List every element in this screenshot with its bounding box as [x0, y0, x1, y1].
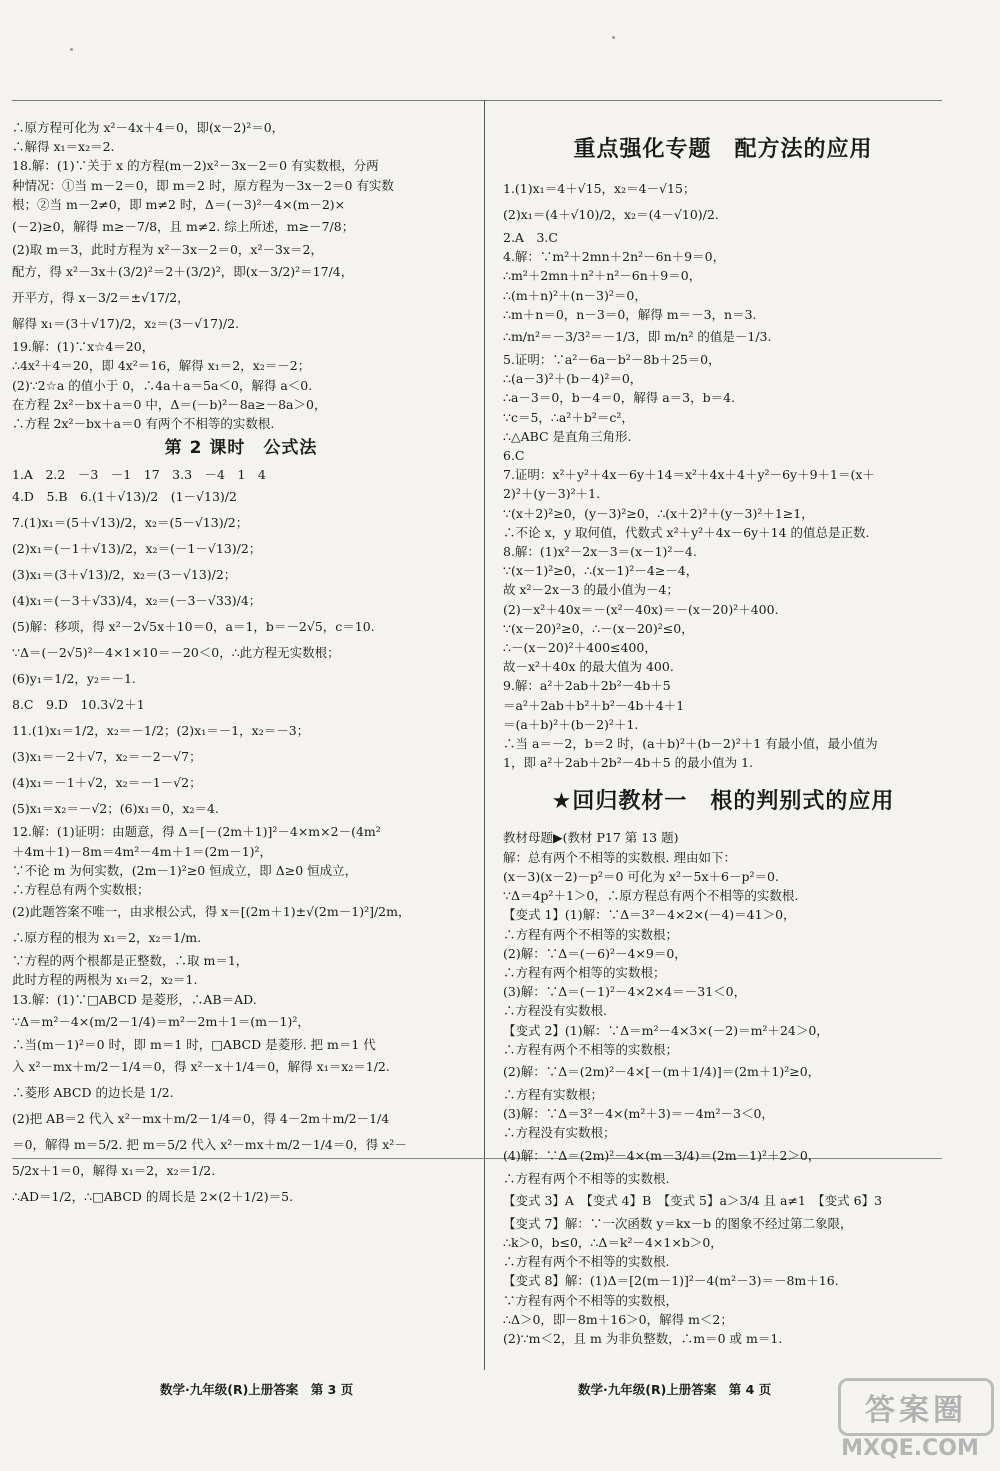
answer-line: 根；②当 m－2≠0，即 m≠2 时，Δ＝(－3)²－4×(m－2)× [12, 196, 346, 212]
answer-line: 5.证明：∵a²－6a－b²－8b＋25＝0， [503, 352, 721, 368]
answer-line: 故－x²＋40x 的最大值为 400. [503, 659, 674, 675]
answer-line: 【变式 2】(1)解：∵Δ＝m²－4×3×(－2)＝m²＋24＞0， [503, 1022, 829, 1038]
answer-line: 解：总有两个不相等的实数根. 理由如下： [503, 849, 736, 865]
answer-line: 5/2x＋1＝0，解得 x₁＝2，x₂＝1/2. [12, 1163, 216, 1179]
answer-line: 在方程 2x²－bx＋a＝0 中，Δ＝(－b)²－8a≥－8a＞0， [12, 396, 327, 412]
answer-line: 【变式 8】解：(1)Δ＝[2(m－1)]²－4(m²－3)＝－8m＋16. [503, 1273, 839, 1289]
answer-line: 故 x²－2x－3 的最小值为－4； [503, 582, 679, 598]
answer-line: ∴m＋n＝0，n－3＝0，解得 m＝－3，n＝3. [503, 306, 757, 322]
answer-line: ∴菱形 ABCD 的边长是 1/2. [12, 1085, 174, 1101]
footer-page-3: 数学·九年级(R)上册答案 第 3 页 [160, 1382, 354, 1397]
answer-line: (3)解：∵Δ＝(－1)²－4×2×4＝－31＜0， [503, 984, 747, 1000]
answer-line: ∴AD＝1/2，∴□ABCD 的周长是 2×(2＋1/2)＝5. [12, 1189, 294, 1205]
answer-line: 种情况：①当 m－2＝0，即 m＝2 时，原方程为－3x－2＝0 有实数 [12, 177, 394, 193]
answer-line: ∴k＞0，b≤0，∴Δ＝k²－4×1×b＞0， [503, 1234, 723, 1250]
answer-line: ＝0，解得 m＝5/2. 把 m＝5/2 代入 x²－mx＋m/2－1/4＝0，得 x²－ [12, 1137, 407, 1153]
answer-line: 配方，得 x²－3x＋(3/2)²＝2＋(3/2)²，即(x－3/2)²＝17/4， [12, 264, 354, 280]
answer-line: ∴－(x－20)²＋400≤400， [503, 640, 657, 656]
answer-line: ∴当 a＝－2，b＝2 时，(a＋b)²＋(b－2)²＋1 有最小值，最小值为 [503, 736, 878, 752]
answer-line: ＋4m＋1)－8m＝4m²－4m＋1＝(2m－1)²， [12, 843, 273, 859]
answer-line: 开平方，得 x－3/2＝±√17/2， [12, 290, 190, 306]
answer-line: 11.(1)x₁＝1/2，x₂＝－1/2；(2)x₁＝－1，x₂＝－3； [12, 723, 310, 739]
answer-line: (3)解：∵Δ＝3²－4×(m²＋3)＝－4m²－3＜0， [503, 1106, 774, 1122]
answer-line: ∴方程有实数根； [503, 1086, 604, 1102]
answer-line: ∴原方程可化为 x²－4x＋4＝0，即(x－2)²＝0， [12, 120, 285, 135]
left-answers-part-1 [12, 118, 470, 433]
answer-line: ∴a－3＝0，b－4＝0，解得 a＝3，b＝4. [503, 390, 736, 406]
answer-line: ∴当(m－1)²＝0 时，即 m＝1 时，□ABCD 是菱形. 把 m＝1 代 [12, 1036, 376, 1052]
answer-line: ∴原方程的根为 x₁＝2，x₂＝1/m. [12, 930, 202, 946]
answer-line: 2.A 3.C [503, 230, 558, 245]
answer-line: (2)取 m＝3，此时方程为 x²－3x－2＝0，x²－3x＝2， [12, 242, 323, 258]
answer-line: ∴方程有两个不相等的实数根； [503, 926, 679, 942]
answer-line: (2)x₁＝(4＋√10)/2，x₂＝(4－√10)/2. [503, 207, 719, 222]
scan-speck [70, 48, 73, 51]
answer-line: 2)²＋(y－3)²＋1. [503, 486, 601, 502]
footer-page-4: 数学·九年级(R)上册答案 第 4 页 [578, 1382, 772, 1397]
answer-line: 12.解：(1)证明：由题意，得 Δ＝[－(2m＋1)]²－4×m×2－(4m² [12, 824, 381, 840]
answer-line: 1.(1)x₁＝4＋√15，x₂＝4－√15； [503, 181, 696, 196]
answer-line: (5)x₁＝x₂＝－√2；(6)x₁＝0，x₂＝4. [12, 801, 219, 817]
answer-line: 【变式 3】A 【变式 4】B 【变式 5】a＞3/4 且 a≠1 【变式 6】3 [503, 1192, 883, 1208]
answer-line: 18.解：(1)∵关于 x 的方程(m－2)x²－3x－2＝0 有实数根，分两 [12, 158, 379, 174]
answer-line: ＝a²＋2ab＋b²＋b²－4b＋4＋1 [503, 697, 685, 713]
answer-line: ∴(a－3)²＋(b－4)²＝0， [503, 371, 643, 387]
answer-line: ∴(m＋n)²＋(n－3)²＝0， [503, 287, 647, 303]
answer-line: 8.解：(1)x²－2x－3＝(x－1)²－4. [503, 544, 697, 560]
answer-line: 1.A 2.2 －3 －1 17 3.3 －4 1 4 [12, 467, 266, 483]
answer-line: (2)解：∵Δ＝(－6)²－4×9＝0， [503, 945, 687, 961]
answer-line: ∵Δ＝(－2√5)²－4×1×10＝－20＜0，∴此方程无实数根； [12, 645, 340, 661]
answer-line: 教材母题▶(教材 P17 第 13 题) [503, 830, 679, 846]
answer-line: 解得 x₁＝(3＋√17)/2，x₂＝(3－√17)/2. [12, 316, 240, 332]
answer-line: ∴m/n²＝－3/3²＝－1/3，即 m/n² 的值是－1/3. [503, 329, 772, 345]
answer-line: ∵方程有两个不相等的实数根， [503, 1292, 679, 1308]
answer-line: ∴解得 x₁＝x₂＝2. [12, 139, 115, 155]
answer-line: 4.解：∵m²＋2mn＋2n²－6n＋9＝0， [503, 249, 726, 265]
answer-line: 1，即 a²＋2ab＋2b²－4b＋5 的最小值为 1. [503, 755, 754, 771]
answer-line: (3)x₁＝－2＋√7，x₂＝－2－√7； [12, 749, 202, 765]
answer-line: (4)x₁＝(－3＋√33)/4，x₂＝(－3－√33)/4； [12, 593, 262, 609]
answer-line: (－2)≥0，解得 m≥－7/8，且 m≠2. 综上所述，m≥－7/8； [12, 219, 355, 235]
left-column [12, 118, 470, 1210]
answer-line: 【变式 7】解：∵一次函数 y＝kx－b 的图象不经过第二象限， [503, 1215, 853, 1231]
answer-line: (5)解：移项，得 x²－2√5x＋10＝0，a＝1，b＝－2√5，c＝10. [12, 619, 375, 635]
answer-line: (4)解：∵Δ＝(2m)²－4×(m－3/4)＝(2m－1)²＋2＞0， [503, 1147, 821, 1163]
answer-line: ∴4x²＋4＝20，即 4x²＝16，解得 x₁＝2，x₂＝－2； [12, 358, 311, 374]
section-title-formula-method: 第 2 课时 公式法 [164, 438, 318, 459]
answer-line: ∵c＝5，∴a²＋b²＝c²， [503, 409, 634, 425]
answer-line: ∴方程有两个不相等的实数根； [503, 1041, 679, 1057]
answer-line: (x－3)(x－2)－p²＝0 可化为 x²－5x＋6－p²＝0. [503, 868, 779, 884]
answer-line: ∴Δ＞0，即－8m＋16＞0，解得 m＜2； [503, 1311, 733, 1327]
answer-line: ∵(x＋2)²≥0，(y－3)²≥0，∴(x＋2)²＋(y－3)²＋1≥1， [503, 505, 814, 521]
top-rule [12, 100, 942, 101]
answer-line: ∴不论 x，y 取何值，代数式 x²＋y²＋4x－6y＋14 的值总是正数. [503, 524, 870, 540]
right-answers-part-2 [503, 828, 943, 1348]
answer-line: (2)∵m＜2，且 m 为非负整数，∴m＝0 或 m＝1. [503, 1330, 783, 1346]
section-title-discriminant: ★回归教材一 根的判别式的应用 [551, 789, 895, 815]
answer-line: 4.D 5.B 6.(1＋√13)/2 (1－√13)/2 [12, 489, 237, 505]
left-answers-part-2 [12, 465, 470, 1210]
answer-line: 7.(1)x₁＝(5＋√13)/2，x₂＝(5－√13)/2； [12, 515, 249, 531]
answer-line: (2)x₁＝(－1＋√13)/2，x₂＝(－1－√13)/2； [12, 541, 262, 557]
watermark-site: MXQE.COM [841, 1436, 979, 1461]
answer-line: ∵不论 m 为何实数，(2m－1)²≥0 恒成立，即 Δ≥0 恒成立， [12, 862, 358, 878]
answer-line: ∵Δ＝4p²＋1＞0，∴原方程总有两个不相等的实数根. [503, 888, 799, 904]
answer-line: ∴方程没有实数根； [503, 1125, 616, 1141]
answer-line: 此时方程的两根为 x₁＝2，x₂＝1. [12, 972, 198, 988]
answer-line: (2)此题答案不唯一，由求根公式，得 x＝[(2m＋1)±√(2m－1)²]/2m， [12, 904, 411, 920]
answer-line: ∵Δ＝m²－4×(m/2－1/4)＝m²－2m＋1＝(m－1)²， [12, 1013, 310, 1029]
answer-line: 【变式 1】(1)解：∵Δ＝3²－4×2×(－4)＝41＞0， [503, 907, 796, 923]
answer-line: (4)x₁＝－1＋√2，x₂＝－1－√2； [12, 775, 202, 791]
answer-line: (3)x₁＝(3＋√13)/2，x₂＝(3－√13)/2； [12, 567, 237, 583]
answer-line: ∴方程总有两个实数根； [12, 882, 150, 898]
answer-line: ∴方程 2x²－bx＋a＝0 有两个不相等的实数根. [12, 416, 275, 432]
answer-line: 入 x²－mx＋m/2－1/4＝0，得 x²－x＋1/4＝0，解得 x₁＝x₂＝1/2. [12, 1059, 390, 1075]
column-divider [484, 100, 485, 1370]
answer-line: (2)－x²＋40x＝－(x²－40x)＝－(x－20)²＋400. [503, 601, 779, 617]
answer-line: 9.解：a²＋2ab＋2b²－4b＋5 [503, 678, 671, 694]
answer-line: ∴方程没有实数根. [503, 1003, 607, 1019]
answer-line: (6)y₁＝1/2，y₂＝－1. [12, 671, 136, 687]
answer-line: (2)把 AB＝2 代入 x²－mx＋m/2－1/4＝0，得 4－2m＋m/2－1/4 [12, 1111, 390, 1127]
answer-line: 13.解：(1)∵□ABCD 是菱形，∴AB＝AD. [12, 991, 257, 1007]
answer-line: ∴△ABC 是直角三角形. [503, 428, 632, 444]
answer-line: ∴方程有两个相等的实数根； [503, 964, 666, 980]
answer-line: 8.C 9.D 10.3√2＋1 [12, 697, 145, 713]
answer-line: 7.证明：x²＋y²＋4x－6y＋14＝x²＋4x＋4＋y²－6y＋9＋1＝(x＋ [503, 467, 875, 483]
answer-line: ∵(x－20)²≥0，∴－(x－20)²≤0， [503, 620, 694, 636]
answer-line: ∴方程有两个不相等的实数根. [503, 1170, 670, 1186]
answer-line: 19.解：(1)∵x☆4＝20， [12, 339, 155, 355]
right-column [503, 128, 943, 1348]
answer-line: (2)∵2☆a 的值小于 0，∴4a＋a＝5a＜0，解得 a＜0. [12, 377, 313, 393]
watermark [830, 1378, 990, 1464]
answer-line: ＝(a＋b)²＋(b－2)²＋1. [503, 716, 639, 732]
watermark-logo: 答案圈 [838, 1378, 994, 1436]
answer-line: ∵(x－1)²≥0，∴(x－1)²－4≥－4， [503, 563, 699, 579]
section-title-completing-square: 重点强化专题 配方法的应用 [573, 137, 873, 162]
answer-line: ∵方程的两个根都是正整数，∴取 m＝1， [12, 953, 249, 969]
answer-line: ∴方程有两个不相等的实数根. [503, 1254, 670, 1270]
answer-line: (2)解：∵Δ＝(2m)²－4×[－(m＋1/4)]＝(2m＋1)²≥0， [503, 1063, 821, 1079]
answer-line: 6.C [503, 448, 525, 464]
answer-line: ∴m²＋2mn＋n²＋n²－6n＋9＝0， [503, 268, 702, 284]
right-answers-part-1 [503, 176, 943, 772]
scan-speck [612, 36, 615, 39]
